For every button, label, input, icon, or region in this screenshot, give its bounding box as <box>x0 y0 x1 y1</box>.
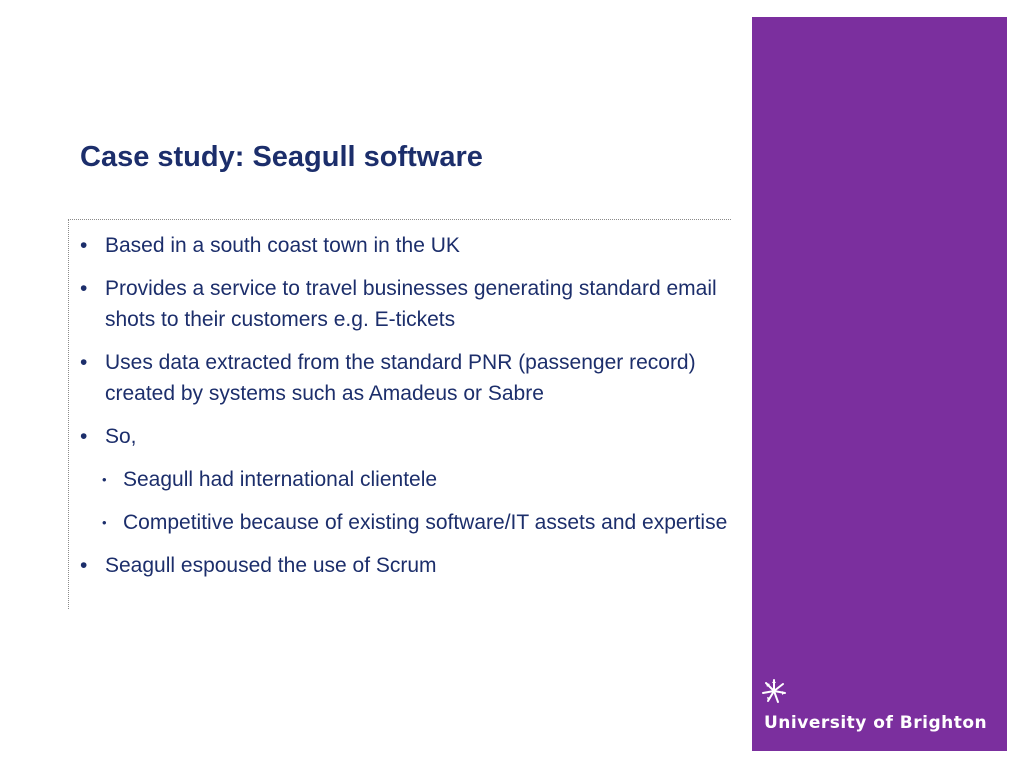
bullet-dot-icon: • <box>80 234 88 257</box>
sub-bullet-item <box>80 464 730 495</box>
bullet-text: So, <box>105 425 137 448</box>
sub-bullet-item <box>80 507 730 538</box>
title-divider <box>68 219 731 220</box>
sub-bullet-text: Competitive because of existing software/IT assets and expertise <box>123 511 728 534</box>
bullet-item <box>80 273 730 335</box>
bullet-item <box>80 230 730 261</box>
university-logo-text: University of Brighton <box>764 713 988 733</box>
bullet-text: Based in a south coast town in the UK <box>105 234 460 257</box>
bullet-item <box>80 347 730 409</box>
sub-bullet-dot-icon: • <box>102 472 107 487</box>
bullet-dot-icon: • <box>80 351 88 374</box>
bullet-item <box>80 550 730 581</box>
sub-bullet-text: Seagull had international clientele <box>123 468 438 491</box>
bullet-dot-icon: • <box>80 277 88 300</box>
slide-title: Case study: Seagull software <box>80 141 483 173</box>
content-left-border <box>68 219 69 609</box>
bullet-list <box>80 230 730 593</box>
bullet-dot-icon: • <box>80 425 88 448</box>
bullet-item <box>80 421 730 452</box>
sub-bullet-dot-icon: • <box>102 515 107 530</box>
brand-side-panel <box>752 17 1007 751</box>
bullet-text: Provides a service to travel businesses generating standard email shots to their customers e.g. E-tickets <box>105 277 717 331</box>
bullet-text: Seagull espoused the use of Scrum <box>105 554 437 577</box>
bullet-dot-icon: • <box>80 554 88 577</box>
star-burst-icon <box>761 678 787 704</box>
bullet-text: Uses data extracted from the standard PNR (passenger record) created by systems such as Amadeus or Sabre <box>105 351 696 405</box>
